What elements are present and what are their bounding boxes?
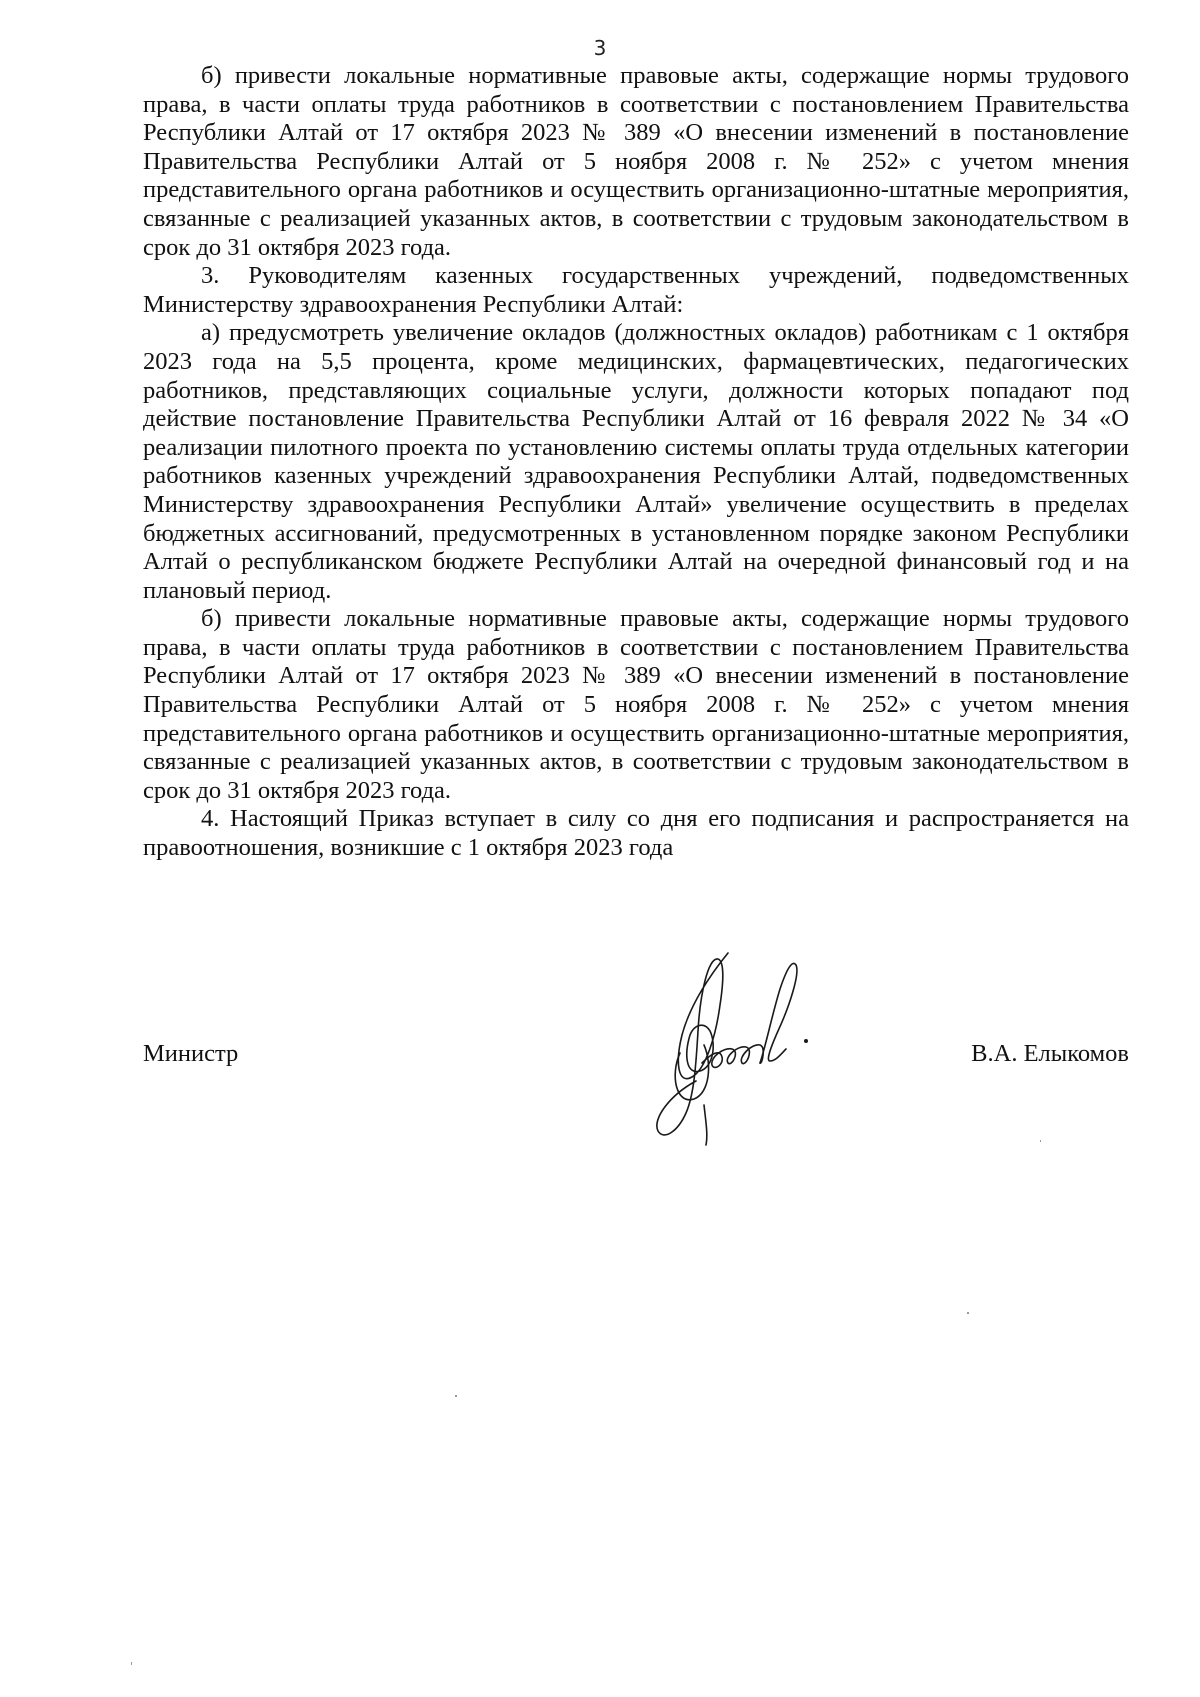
scan-speck — [455, 1395, 457, 1397]
handwritten-signature — [620, 935, 840, 1155]
document-body — [143, 62, 1129, 863]
page-number: 3 — [593, 36, 607, 60]
paragraph-3: 3. Руководителям казенных государственных учреждений, подведомственных Министерству здравоохранения Республики Алтай: — [143, 262, 1129, 318]
paragraph-3a: а) предусмотреть увеличение окладов (должностных окладов) работникам с 1 октября 2023 года на 5,5 процента, кроме медицинских, фармацевтических, педагогических работников, представляющих социальные услуги, должности которых попадают под действие постановление Правительства Республики Алтай от 16 февраля 2022 № 34 «О реализации пилотного проекта по установлению системы оплаты труда отдельных категории работников казенных учреждений здравоохранения Республики Алтай, подведомственных Министерству здравоохранения Республики Алтай» увеличение осуществить в пределах бюджетных ассигнований, предусмотренных в установленном порядке законом Республики Алтай о республиканском бюджете Республики Алтай на очередной финансовый год и на плановый период. — [143, 319, 1129, 604]
signatory-title: Министр — [143, 1040, 239, 1067]
scan-speck — [1040, 1140, 1041, 1142]
scan-speck — [967, 1312, 969, 1314]
paragraph-3b: б) привести локальные нормативные правовые акты, содержащие нормы трудового права, в части оплаты труда работников в соответствии с постановлением Правительства Республики Алтай от 17 октября 2023 № 389 «О внесении изменений в постановление Правительства Республики Алтай от 5 ноября 2008 г. № 252» с учетом мнения представительного органа работников и осуществить организационно-штатные мероприятия, связанные с реализацией указанных актов, в соответствии с трудовым законодательством в срок до 31 октября 2023 года. — [143, 605, 1129, 804]
scan-speck — [131, 1662, 132, 1665]
paragraph-2b-first: б) привести локальные нормативные правовые акты, содержащие нормы трудового права, в части оплаты труда работников в соответствии с постановлением Правительства Республики Алтай от 17 октября 2023 № 389 «О внесении изменений в постановление Правительства Республики Алтай от 5 ноября 2008 г. № 252» с учетом мнения представительного органа работников и осуществить организационно-штатные мероприятия, связанные с реализацией указанных актов, в соответствии с трудовым законодательством в срок до 31 октября 2023 года. — [143, 62, 1129, 261]
signatory-name: В.А. Елыкомов — [971, 1040, 1129, 1067]
paragraph-4: 4. Настоящий Приказ вступает в силу со дня его подписания и распространяется на правоотношения, возникшие с 1 октября 2023 года — [143, 805, 1129, 862]
